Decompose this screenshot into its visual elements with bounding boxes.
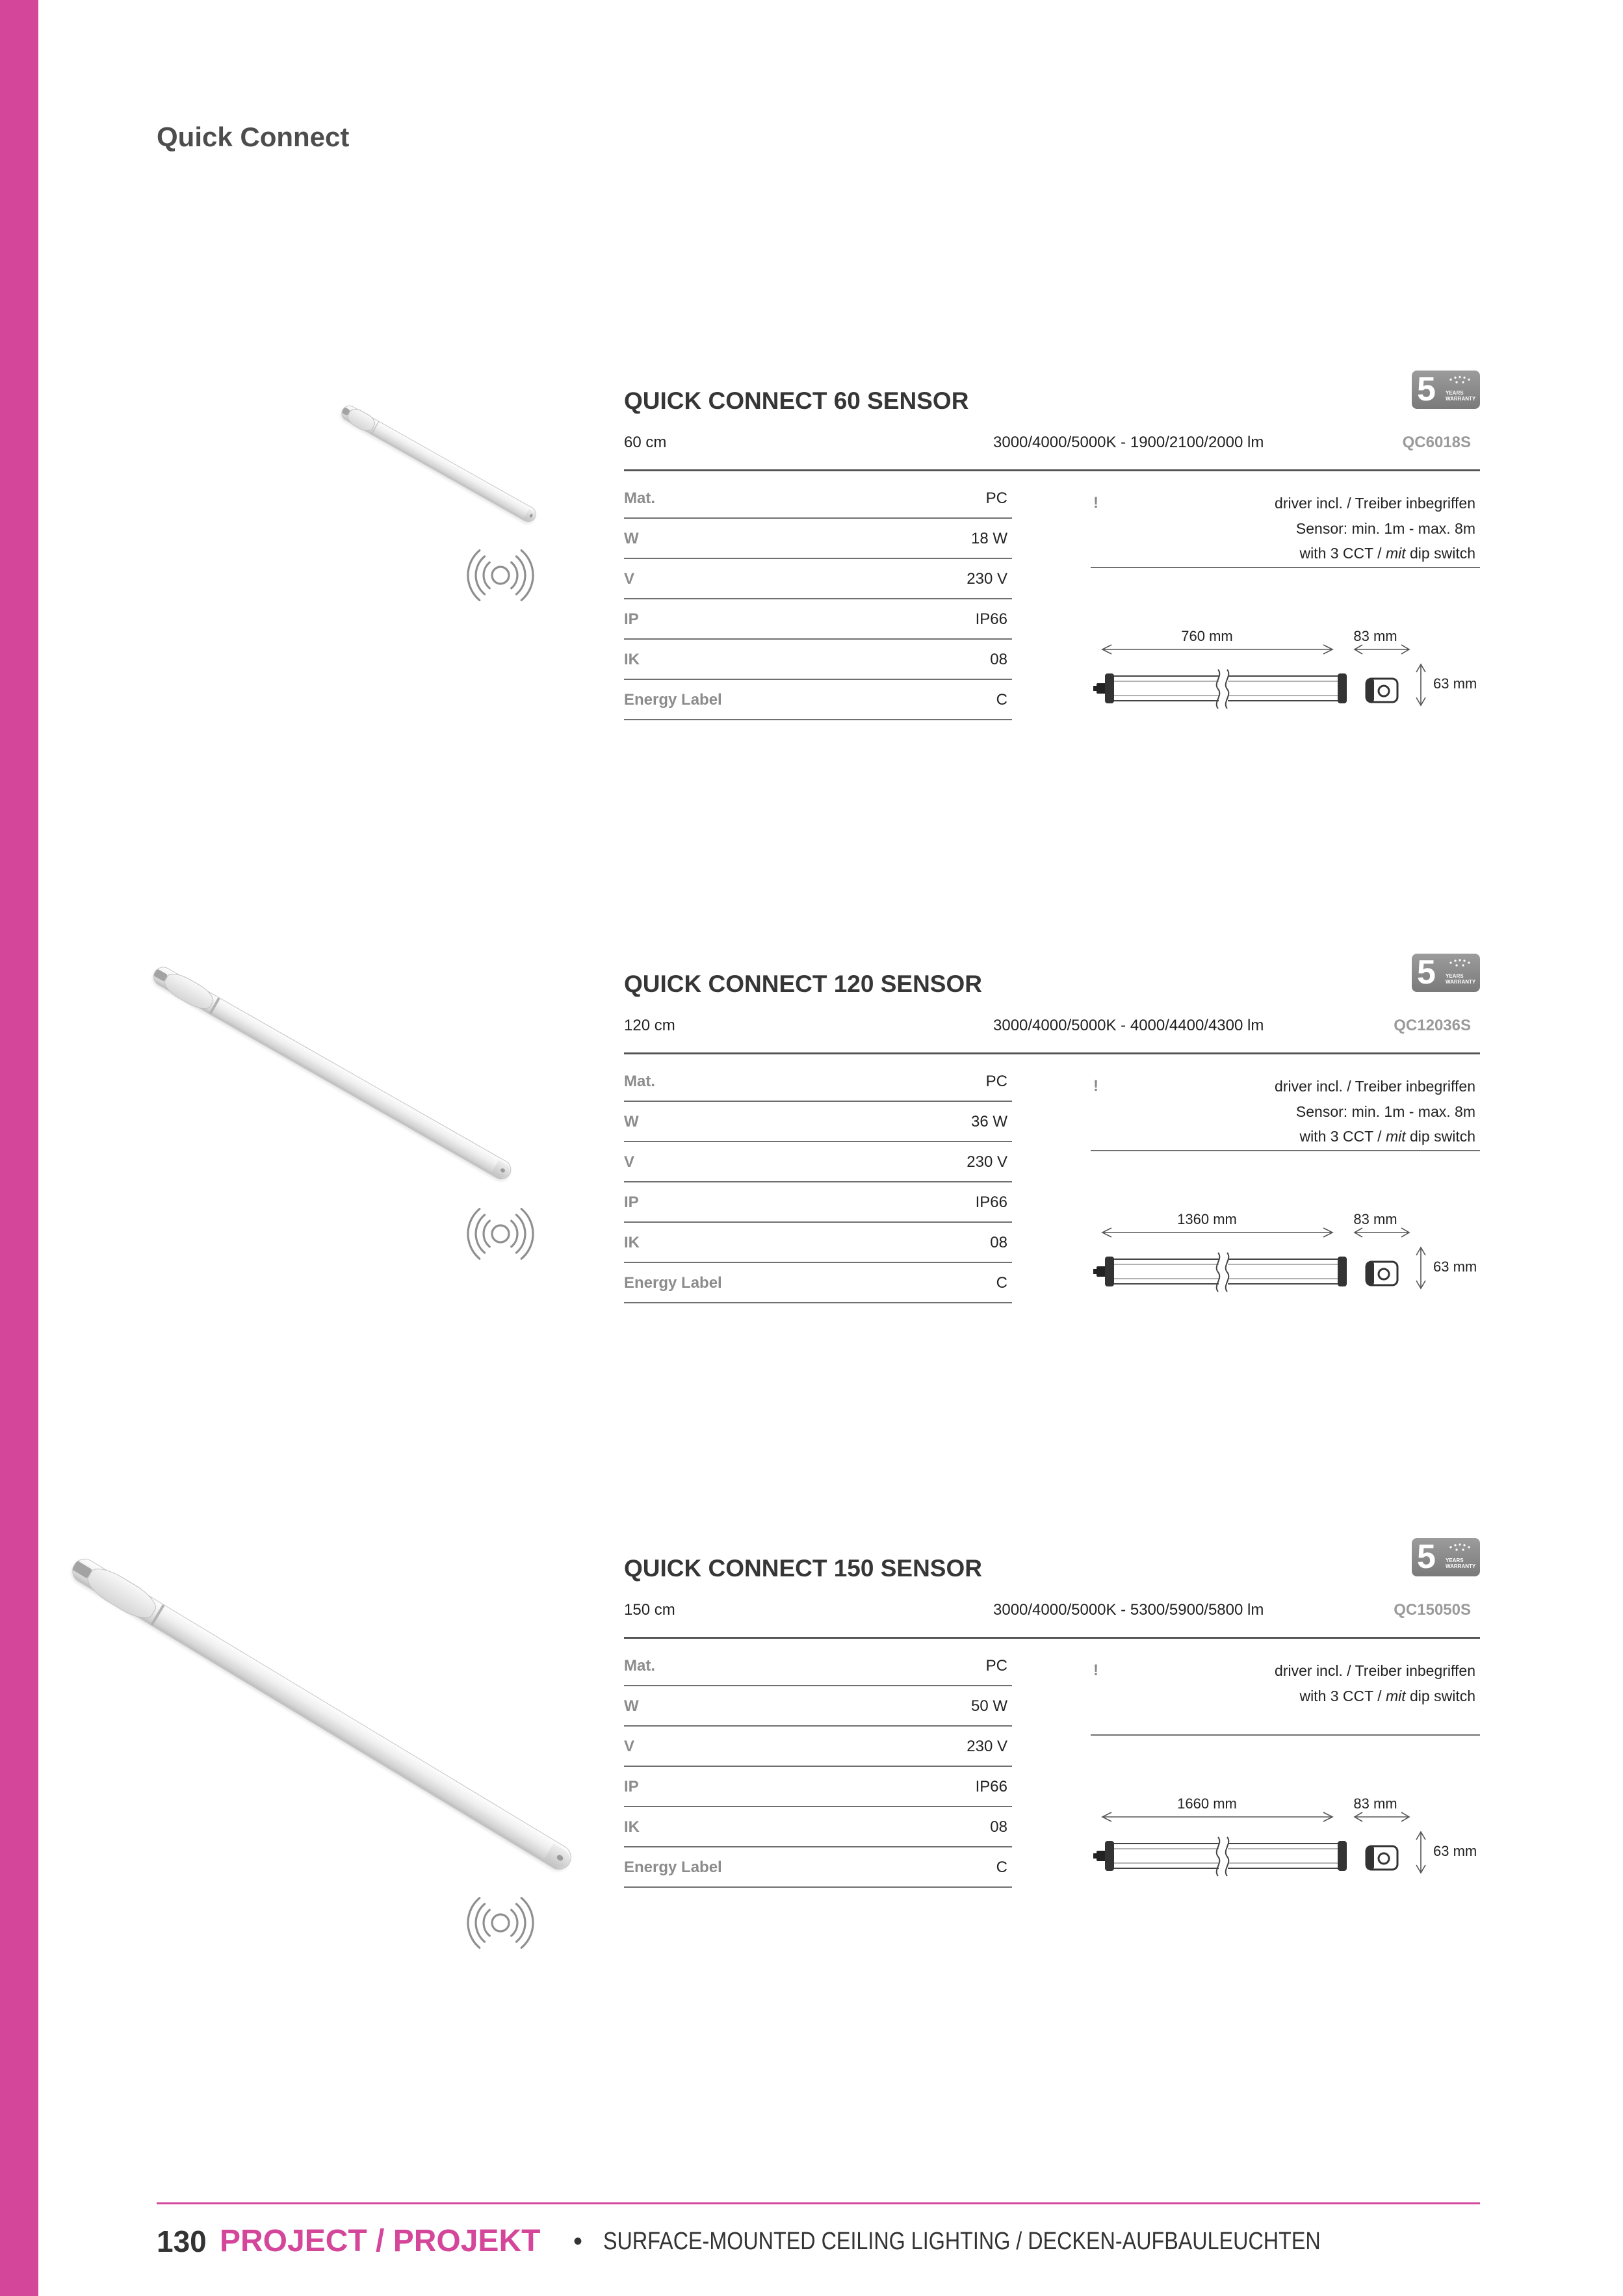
note-cct-emphasis: mit <box>1385 545 1406 562</box>
warranty-badge <box>1412 1538 1480 1576</box>
light-output: 3000/4000/5000K - 1900/2100/2000 lm <box>993 434 1264 451</box>
end-cap-left <box>83 1562 161 1625</box>
sensor-wave <box>512 1910 517 1936</box>
warranty-label-warranty: WARRANTY <box>1446 396 1476 402</box>
spec-row <box>624 1102 1012 1142</box>
width-dimension: 83 mm <box>1353 1211 1397 1227</box>
sensor-wave <box>468 551 480 601</box>
width-arrow <box>1355 645 1409 654</box>
notes-divider <box>1091 567 1480 568</box>
motion-sensor-icon <box>452 1201 549 1266</box>
spec-value: 18 W <box>970 530 1007 547</box>
spec-label: IK <box>624 1818 640 1836</box>
spec-value: 36 W <box>970 1113 1007 1130</box>
lamp-cross-section <box>1366 679 1397 702</box>
height-arrow <box>1416 664 1425 705</box>
height-arrow <box>1416 1247 1425 1288</box>
led-batten-image <box>339 403 539 525</box>
length-arrow <box>1102 645 1332 654</box>
spec-label: Energy Label <box>624 1859 722 1876</box>
lamp-cross-section <box>1366 1262 1397 1285</box>
spec-row <box>624 559 1012 599</box>
spec-row <box>624 478 1012 519</box>
note-cct-emphasis: mit <box>1385 1687 1406 1704</box>
spec-row <box>624 680 1012 720</box>
note-cct <box>1111 1684 1475 1709</box>
spec-row <box>624 640 1012 680</box>
sensor-wave <box>468 1898 480 1948</box>
spec-table <box>624 478 1012 720</box>
warranty-label-years: YEARS <box>1446 390 1464 396</box>
stars-icon <box>1446 1542 1474 1554</box>
spec-value: 08 <box>990 1234 1007 1251</box>
note-cct-text-end: dip switch <box>1410 545 1475 562</box>
spec-value: 230 V <box>967 1738 1007 1755</box>
dimension-drawing <box>1092 1207 1482 1298</box>
spec-row <box>624 1767 1012 1807</box>
sensor-wave <box>484 562 489 588</box>
sensor-wave <box>468 1209 480 1259</box>
footer-category: SURFACE-MOUNTED CEILING LIGHTING / DECKEN-AUFBAULEUCHTEN <box>603 2228 1321 2255</box>
warranty-badge <box>1412 371 1480 409</box>
note-marker: ! <box>1093 1077 1098 1095</box>
article-code: QC6018S <box>1402 434 1471 451</box>
spec-label: W <box>624 1697 639 1715</box>
light-output: 3000/4000/5000K - 4000/4400/4300 lm <box>993 1017 1264 1034</box>
note-cct-text-end: dip switch <box>1410 1128 1475 1145</box>
spec-row <box>624 1727 1012 1767</box>
warranty-label-years: YEARS <box>1446 973 1464 979</box>
warranty-years: 5 <box>1417 1538 1436 1576</box>
note-cct <box>1111 1124 1475 1149</box>
dimension-drawing <box>1092 624 1482 715</box>
width-dimension: 83 mm <box>1353 628 1397 644</box>
spec-label: V <box>624 570 635 588</box>
spec-label: IK <box>624 1234 640 1251</box>
spec-value: PC <box>985 1073 1007 1090</box>
warranty-label-warranty: WARRANTY <box>1446 1563 1476 1569</box>
spec-row <box>624 1646 1012 1686</box>
spec-value: 230 V <box>967 570 1007 588</box>
note-driver: driver incl. / Treiber inbegriffen <box>1275 1662 1475 1679</box>
width-dimension: 83 mm <box>1353 1795 1397 1812</box>
notes-divider <box>1091 1734 1480 1736</box>
spec-label: Mat. <box>624 1073 655 1090</box>
note-cct <box>1111 541 1475 566</box>
length-arrow <box>1102 1812 1332 1821</box>
spec-label: W <box>624 530 639 547</box>
lamp-cross-section <box>1366 1846 1397 1870</box>
product-notes <box>1111 491 1475 566</box>
header-divider <box>624 469 1480 471</box>
spec-row <box>624 1182 1012 1223</box>
lamp-side-view <box>1093 1253 1347 1292</box>
spec-row <box>624 1062 1012 1102</box>
spec-row <box>624 1223 1012 1263</box>
warranty-label-warranty: WARRANTY <box>1446 979 1476 985</box>
product-block <box>0 364 1623 819</box>
spec-value: C <box>996 1274 1007 1292</box>
length-dimension: 1660 mm <box>1177 1795 1237 1812</box>
spec-label: V <box>624 1153 635 1171</box>
spec-label: IP <box>624 1194 639 1211</box>
spec-row <box>624 1263 1012 1303</box>
header-divider <box>624 1637 1480 1639</box>
led-batten-image <box>68 1554 576 1874</box>
spec-value: 08 <box>990 651 1007 668</box>
spec-table <box>624 1062 1012 1303</box>
stars-icon <box>1446 958 1474 969</box>
sensor-wave <box>512 562 517 588</box>
spec-value: 230 V <box>967 1153 1007 1171</box>
page-number: 130 <box>157 2224 207 2258</box>
product-notes <box>1111 1658 1475 1708</box>
spec-value: IP66 <box>975 610 1007 628</box>
note-cct-text-end: dip switch <box>1410 1687 1475 1704</box>
spec-label: Energy Label <box>624 691 722 709</box>
spec-label: IP <box>624 1778 639 1795</box>
note-marker: ! <box>1093 494 1098 512</box>
notes-divider <box>1091 1150 1480 1151</box>
warranty-years: 5 <box>1417 371 1436 408</box>
note-cct-text: with 3 CCT / <box>1299 1128 1382 1145</box>
spec-value: IP66 <box>975 1194 1007 1211</box>
footer-divider <box>157 2202 1480 2204</box>
spec-label: V <box>624 1738 635 1755</box>
product-notes <box>1111 1074 1475 1149</box>
note-sensor-range: Sensor: min. 1m - max. 8m <box>1295 519 1475 537</box>
sensor-wave <box>484 1221 489 1247</box>
note-sensor-range: Sensor: min. 1m - max. 8m <box>1295 1102 1475 1120</box>
sensor-core <box>492 1914 509 1931</box>
spec-label: W <box>624 1113 639 1130</box>
height-arrow <box>1416 1832 1425 1873</box>
note-marker: ! <box>1093 1662 1098 1679</box>
spec-row <box>624 1847 1012 1888</box>
light-output: 3000/4000/5000K - 5300/5900/5800 lm <box>993 1601 1264 1619</box>
note-driver: driver incl. / Treiber inbegriffen <box>1275 495 1475 512</box>
length-arrow <box>1102 1228 1332 1237</box>
spec-table <box>624 1646 1012 1888</box>
note-cct-text: with 3 CCT / <box>1299 545 1382 562</box>
note-driver: driver incl. / Treiber inbegriffen <box>1275 1078 1475 1095</box>
spec-row <box>624 519 1012 559</box>
article-code: QC15050S <box>1394 1601 1471 1619</box>
product-title: QUICK CONNECT 120 SENSOR <box>624 971 982 997</box>
product-length: 150 cm <box>624 1601 675 1619</box>
product-title: QUICK CONNECT 60 SENSOR <box>624 387 969 414</box>
spec-label: IP <box>624 610 639 628</box>
sensor-wave <box>512 1221 517 1247</box>
stars-icon <box>1446 374 1474 386</box>
width-arrow <box>1355 1228 1409 1237</box>
spec-value: 50 W <box>970 1697 1007 1715</box>
sensor-core <box>492 1225 509 1242</box>
length-dimension: 1360 mm <box>1177 1211 1237 1227</box>
product-title: QUICK CONNECT 150 SENSOR <box>624 1555 982 1582</box>
article-code: QC12036S <box>1394 1017 1471 1034</box>
page-title: Quick Connect <box>157 122 350 152</box>
spec-row <box>624 1807 1012 1847</box>
warranty-years: 5 <box>1417 954 1436 991</box>
spec-value: PC <box>985 1657 1007 1675</box>
spec-label: Mat. <box>624 1657 655 1675</box>
header-divider <box>624 1052 1480 1054</box>
product-block <box>0 1532 1623 1987</box>
spec-row <box>624 1142 1012 1182</box>
spec-label: IK <box>624 651 640 668</box>
spec-value: 08 <box>990 1818 1007 1836</box>
sensor-wave <box>521 1209 533 1259</box>
led-batten-image <box>150 963 515 1183</box>
lamp-side-view <box>1093 670 1347 709</box>
end-cap-left <box>161 969 217 1014</box>
dimension-drawing <box>1092 1792 1482 1883</box>
warranty-label-years: YEARS <box>1446 1558 1464 1563</box>
motion-sensor-icon <box>452 1890 549 1955</box>
footer-section: PROJECT / PROJEKT <box>220 2224 541 2258</box>
note-cct-text: with 3 CCT / <box>1299 1687 1382 1704</box>
spec-row <box>624 599 1012 640</box>
spec-value: C <box>996 1859 1007 1876</box>
product-block <box>0 947 1623 1402</box>
spec-label: Energy Label <box>624 1274 722 1292</box>
motion-sensor-icon <box>452 543 549 608</box>
height-dimension: 63 mm <box>1433 675 1477 692</box>
footer-separator: • <box>573 2227 583 2256</box>
sensor-wave <box>521 1898 533 1948</box>
sensor-wave <box>484 1910 489 1936</box>
spec-value: PC <box>985 489 1007 507</box>
spec-row <box>624 1686 1012 1727</box>
length-dimension: 760 mm <box>1181 628 1233 644</box>
height-dimension: 63 mm <box>1433 1259 1477 1275</box>
product-length: 60 cm <box>624 434 667 451</box>
note-cct-emphasis: mit <box>1385 1128 1406 1145</box>
spec-label: Mat. <box>624 489 655 507</box>
width-arrow <box>1355 1812 1409 1821</box>
height-dimension: 63 mm <box>1433 1843 1477 1859</box>
spec-value: C <box>996 691 1007 709</box>
spec-value: IP66 <box>975 1778 1007 1795</box>
warranty-badge <box>1412 954 1480 992</box>
sensor-wave <box>521 551 533 601</box>
sensor-core <box>492 567 509 584</box>
lamp-side-view <box>1093 1837 1347 1876</box>
product-length: 120 cm <box>624 1017 675 1034</box>
